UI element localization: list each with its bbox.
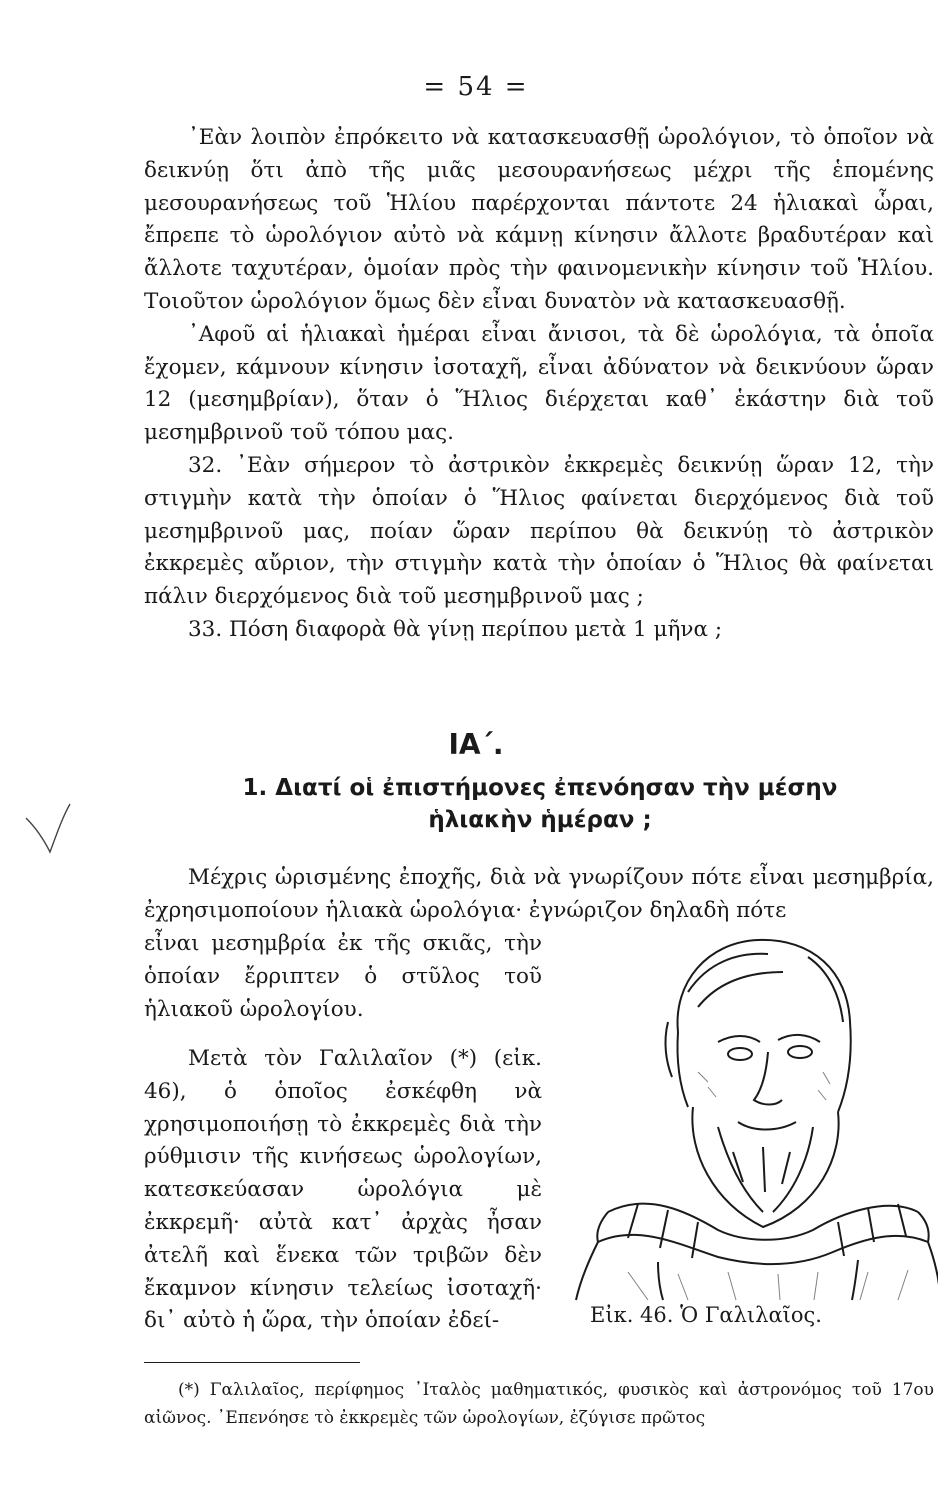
footnote-divider bbox=[144, 1362, 360, 1363]
galileo-portrait-icon bbox=[568, 912, 938, 1302]
footnote-text: (*) Γαλιλαῖος, περίφημος ᾿Ιταλὸς μαθηματικός, φυσικὸς καὶ ἀστρονόμος τοῦ 17ου αἰῶνος. ᾿Επενόησε τὸ ἐκκρεμὲς τῶν ὡρολογίων, ἐζύγισε πρῶτος bbox=[144, 1380, 934, 1428]
margin-check-mark-icon bbox=[22, 800, 72, 860]
paragraph-shadow: εἶναι μεσημβρία ἐκ τῆς σκιᾶς, τὴν ὁποίαν ἔρριπτεν ὁ στῦλος τοῦ ἡλιακοῦ ὡρολογίου. bbox=[144, 931, 542, 1022]
figure-caption: Εἰκ. 46. Ὁ Γαλιλαῖος. bbox=[590, 1303, 822, 1327]
footnote bbox=[144, 1376, 934, 1432]
paragraph-unequal-days: ᾿Αφοῦ αἱ ἡλιακαὶ ἡμέραι εἶναι ἄνισοι, τὰ δὲ ὡρολόγια, τὰ ὁποῖα ἔχομεν, κάμνουν κίνησιν ἰσοταχῆ, εἶναι ἀδύνατον νὰ δεικνύουν ὥραν 12 (μεσημβρίαν), ὅταν ὁ Ἥλιος διέρχεται καθ᾿ ἑκάστην διὰ τοῦ μεσημβρινοῦ τοῦ τόπου μας. bbox=[144, 321, 934, 446]
paragraph-narrow-1 bbox=[144, 928, 542, 1026]
paragraph-sundials: Μέχρις ὡρισμένης ἐποχῆς, διὰ νὰ γνωρίζουν πότε εἶναι μεσημβρία, ἐχρησιμοποίουν ἡλιακὰ ὡρολόγια· ἐγνώριζον δηλαδὴ πότε bbox=[144, 865, 934, 923]
paragraph-clock-construction: ᾿Εὰν λοιπὸν ἐπρόκειτο νὰ κατασκευασθῇ ὡρολόγιον, τὸ ὁποῖον νὰ δεικνύῃ ὅτι ἀπὸ τῆς μιᾶς μεσουρανήσεως μέχρι τῆς ἑπομένης μεσουρανήσεως τοῦ Ἡλίου παρέρχονται πάντοτε 24 ἡλιακαὶ ὧραι, ἔπρεπε τὸ ὡρολόγιον αὐτὸ νὰ κάμνῃ κίνησιν ἄλλοτε βραδυτέραν καὶ ἄλλοτε ταχυτέραν, ὁμοίαν πρὸς τὴν φαινομενικὴν κίνησιν τοῦ Ἡλίου. Τοιοῦτον ὡρολόγιον ὅμως δὲν εἶναι δυνατὸν νὰ κατασκευασθῇ. bbox=[144, 125, 934, 314]
page-number: = 54 = bbox=[423, 72, 529, 102]
top-text-block bbox=[144, 122, 934, 647]
exercise-32: 32. ᾿Εὰν σήμερον τὸ ἀστρικὸν ἐκκρεμὲς δεικνύῃ ὥραν 12, τὴν στιγμὴν κατὰ τὴν ὁποίαν ὁ Ἥλιος φαίνεται διερχόμενος διὰ τοῦ μεσημβρινοῦ μας, ποίαν ὥραν περίπου θὰ δεικνύῃ τὸ ἀστρικὸν ἐκκρεμὲς αὔριον, τὴν στιγμὴν κατὰ τὴν ὁποίαν ὁ Ἥλιος θὰ φαίνεται πάλιν διερχόμενος διὰ τοῦ μεσημβρινοῦ μας ; bbox=[144, 452, 934, 610]
section-heading: ΙΑ΄. bbox=[448, 728, 504, 761]
question-title: 1. Διατί οἱ ἐπιστήμονες ἐπενόησαν τὴν μέσην ἡλιακὴν ἡμέραν ; bbox=[242, 775, 838, 833]
paragraph-galileo: Μετὰ τὸν Γαλιλαῖον (*) (εἰκ. 46), ὁ ὁποῖος ἐσκέφθη νὰ χρησιμοποιήσῃ τὸ ἐκκρεμὲς διὰ τὴν ρύθμισιν τῆς κινήσεως ὡρολογίων, κατεσκεύασαν ὡρολόγια μὲ ἐκκρεμῆ· αὐτὰ κατ᾿ ἀρχὰς ἦσαν ἀτελῆ καὶ ἕνεκα τῶν τριβῶν δὲν ἔκαμνον κίνησιν τελείως ἰσοταχῆ· δι᾿ αὐτὸ ἡ ὥρα, τὴν ὁποίαν ἐδεί- bbox=[144, 1046, 542, 1334]
galileo-portrait-figure bbox=[568, 912, 938, 1312]
exercise-33: 33. Πόση διαφορὰ θὰ γίνῃ περίπου μετὰ 1 μῆνα ; bbox=[188, 616, 723, 642]
paragraph-narrow-2 bbox=[144, 1043, 542, 1338]
